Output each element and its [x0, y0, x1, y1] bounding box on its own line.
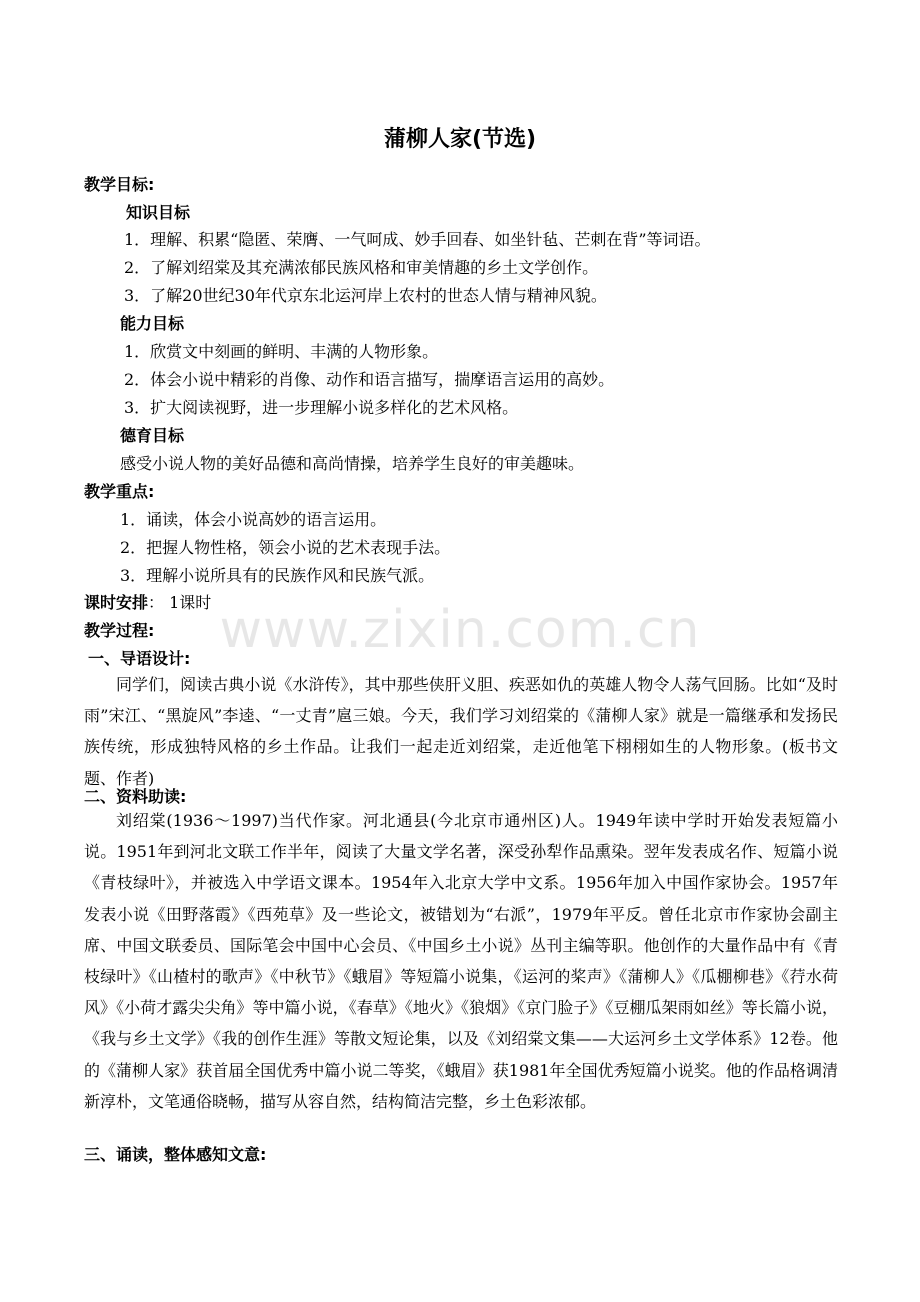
key-point-2: 2．把握人物性格，领会小说的艺术表现手法。 — [120, 538, 451, 557]
watermark: www.zixin.com.cn — [219, 600, 701, 660]
objectives-heading: 教学目标: — [84, 175, 155, 194]
document-title: 蒲柳人家(节选) — [383, 127, 537, 152]
section3-heading: 三、诵读，整体感知文意: — [84, 1145, 267, 1164]
key-point-3: 3．理解小说所具有的民族作风和民族气派。 — [120, 566, 435, 585]
schedule-value: ： 1课时 — [148, 593, 212, 612]
section1-text: 同学们，阅读古典小说《水浒传》，其中那些侠肝义胆、疾恶如仇的英雄人物令人荡气回肠。比如“及时雨”宋江、“黑旋风”李逵、“一丈青”扈三娘。今天，我们学习刘绍棠的《蒲柳人家》就是一篇继承和发扬民族传统，形成独特风格的乡土作品。让我们一起走近刘绍棠，走近他笔下栩栩如生的人物形象。(板书文题、作者) — [84, 675, 838, 788]
schedule-label: 课时安排 — [84, 593, 149, 612]
section1-heading: 一、导语设计: — [88, 649, 191, 668]
ability-item-3: 3．扩大阅读视野，进一步理解小说多样化的艺术风格。 — [124, 398, 519, 417]
knowledge-objectives-heading: 知识目标 — [126, 203, 191, 222]
moral-objectives-text: 感受小说人物的美好品德和高尚情操，培养学生良好的审美趣味。 — [120, 454, 585, 473]
knowledge-item-2: 2．了解刘绍棠及其充满浓郁民族风格和审美情趣的乡土文学创作。 — [124, 258, 599, 277]
section2-heading: 二、资料助读: — [84, 787, 187, 806]
knowledge-item-1: 1．理解、积累“隐匿、荣膺、一气呵成、妙手回春、如坐针毡、芒刺在背”等词语。 — [124, 230, 711, 249]
moral-objectives-heading: 德育目标 — [120, 426, 185, 445]
ability-item-1: 1．欣赏文中刻画的鲜明、丰满的人物形象。 — [124, 342, 439, 361]
key-points-heading: 教学重点: — [84, 482, 155, 501]
ability-objectives-heading: 能力目标 — [120, 314, 185, 333]
process-heading: 教学过程: — [84, 621, 155, 640]
ability-item-2: 2．体会小说中精彩的肖像、动作和语言描写，揣摩语言运用的高妙。 — [124, 370, 615, 389]
knowledge-item-3: 3．了解20世纪30年代京东北运河岸上农村的世态人情与精神风貌。 — [124, 286, 607, 305]
section2-text: 刘绍棠(1936～1997)当代作家。河北通县(今北京市通州区)人。1949年读中学时开始发表短篇小说。1951年到河北文联工作半年，阅读了大量文学名著，深受孙犁作品熏染。翌年发表成名作、短篇小说《青枝绿叶》，并被选入中学语文课本。1954年入北京大学中文系。1956年加入中国作家协会。1957年发表小说《田野落霞》《西苑草》及一些论文，被错划为“右派”，1979年平反。曾任北京市作家协会副主席、中国文联委员、国际笔会中国中心会员、《中国乡土小说》丛刊主编等职。他创作的大量作品中有《青枝绿叶》《山楂村的歌声》《中秋节》《蛾眉》等短篇小说集，《运河的桨声》《蒲柳人》《瓜棚柳巷》《荇水荷风》《小荷才露尖尖角》等中篇小说，《春草》《地火》《狼烟》《京门脸子》《豆棚瓜架雨如丝》等长篇小说，《我与乡土文学》《我的创作生涯》等散文短论集，以及《刘绍棠文集——大运河乡土文学体系》12卷。他的《蒲柳人家》获首届全国优秀中篇小说二等奖，《蛾眉》获1981年全国优秀短篇小说奖。他的作品格调清新淳朴，文笔通俗晓畅，描写从容自然，结构简洁完整，乡土色彩浓郁。 — [84, 811, 838, 1111]
key-point-1: 1．诵读，体会小说高妙的语言运用。 — [120, 510, 387, 529]
schedule-line — [84, 590, 211, 616]
